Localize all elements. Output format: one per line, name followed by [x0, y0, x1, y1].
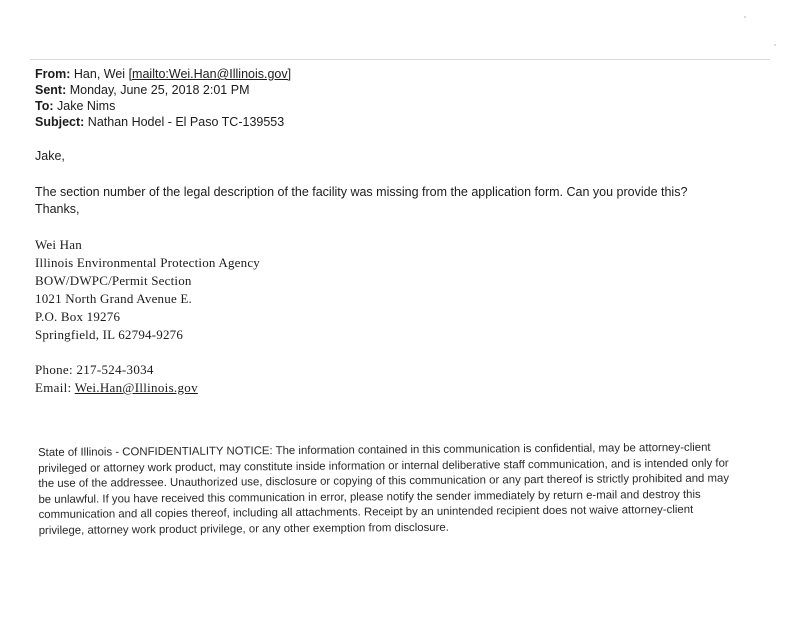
signature-section: BOW/DWPC/Permit Section — [35, 273, 192, 288]
confidentiality-notice: State of Illinois - CONFIDENTIALITY NOTICE: The information contained in this communication is confidential, may be attorney-client privileged or attorney work product, may constitute inside information or internal deliberative staff communication, and is intended only for the use of the addressee. Unauthorized use, disclosure or copying of this communication or any part thereof is strictly prohibited and may be unlawful. If you have received this communication in error, please notify the sender immediately by return e-mail and destroy this communication and all copies thereof, including all attachments. Receipt by an unintended recipient does not waive attorney-client privilege, attorney work product privilege, or any other exemption from disclosure. — [38, 441, 730, 537]
message-text: The section number of the legal description of the facility was missing from the application form. Can you provide this? — [35, 185, 688, 199]
sent-value: Monday, June 25, 2018 2:01 PM — [69, 83, 250, 97]
scan-speck — [774, 44, 776, 46]
to-label: To: — [35, 99, 54, 113]
email-label: Email: — [35, 380, 72, 395]
signature-agency: Illinois Environmental Protection Agency — [35, 255, 260, 270]
sent-label: Sent: — [35, 83, 67, 97]
from-label: From: — [35, 67, 71, 81]
to-row — [35, 98, 291, 114]
signature-street: 1021 North Grand Avenue E. — [35, 291, 192, 306]
signature-po-box: P.O. Box 19276 — [35, 309, 121, 324]
signature-name: Wei Han — [35, 237, 82, 252]
email-header — [35, 66, 291, 130]
contact-block — [35, 361, 198, 397]
sent-row — [35, 82, 291, 98]
signature-city: Springfield, IL 62794-9276 — [35, 327, 184, 342]
greeting: Jake, — [35, 149, 65, 163]
subject-label: Subject: — [35, 115, 85, 129]
phone-line: Phone: 217-524-3034 — [35, 362, 154, 377]
scan-speck — [744, 16, 746, 18]
email-link[interactable]: Wei.Han@Illinois.gov — [74, 380, 198, 395]
email-line — [35, 379, 198, 397]
from-name: Han, Wei — [73, 67, 126, 81]
closing-text: Thanks, — [35, 202, 80, 216]
from-row — [35, 66, 291, 82]
from-mailto-link[interactable]: [mailto:Wei.Han@Illinois.gov] — [128, 67, 292, 81]
message-body — [35, 184, 775, 218]
subject-value: Nathan Hodel - El Paso TC-139553 — [87, 115, 285, 129]
header-divider — [30, 59, 770, 60]
signature-block — [35, 236, 260, 344]
to-value: Jake Nims — [57, 99, 116, 113]
subject-row — [35, 114, 291, 130]
